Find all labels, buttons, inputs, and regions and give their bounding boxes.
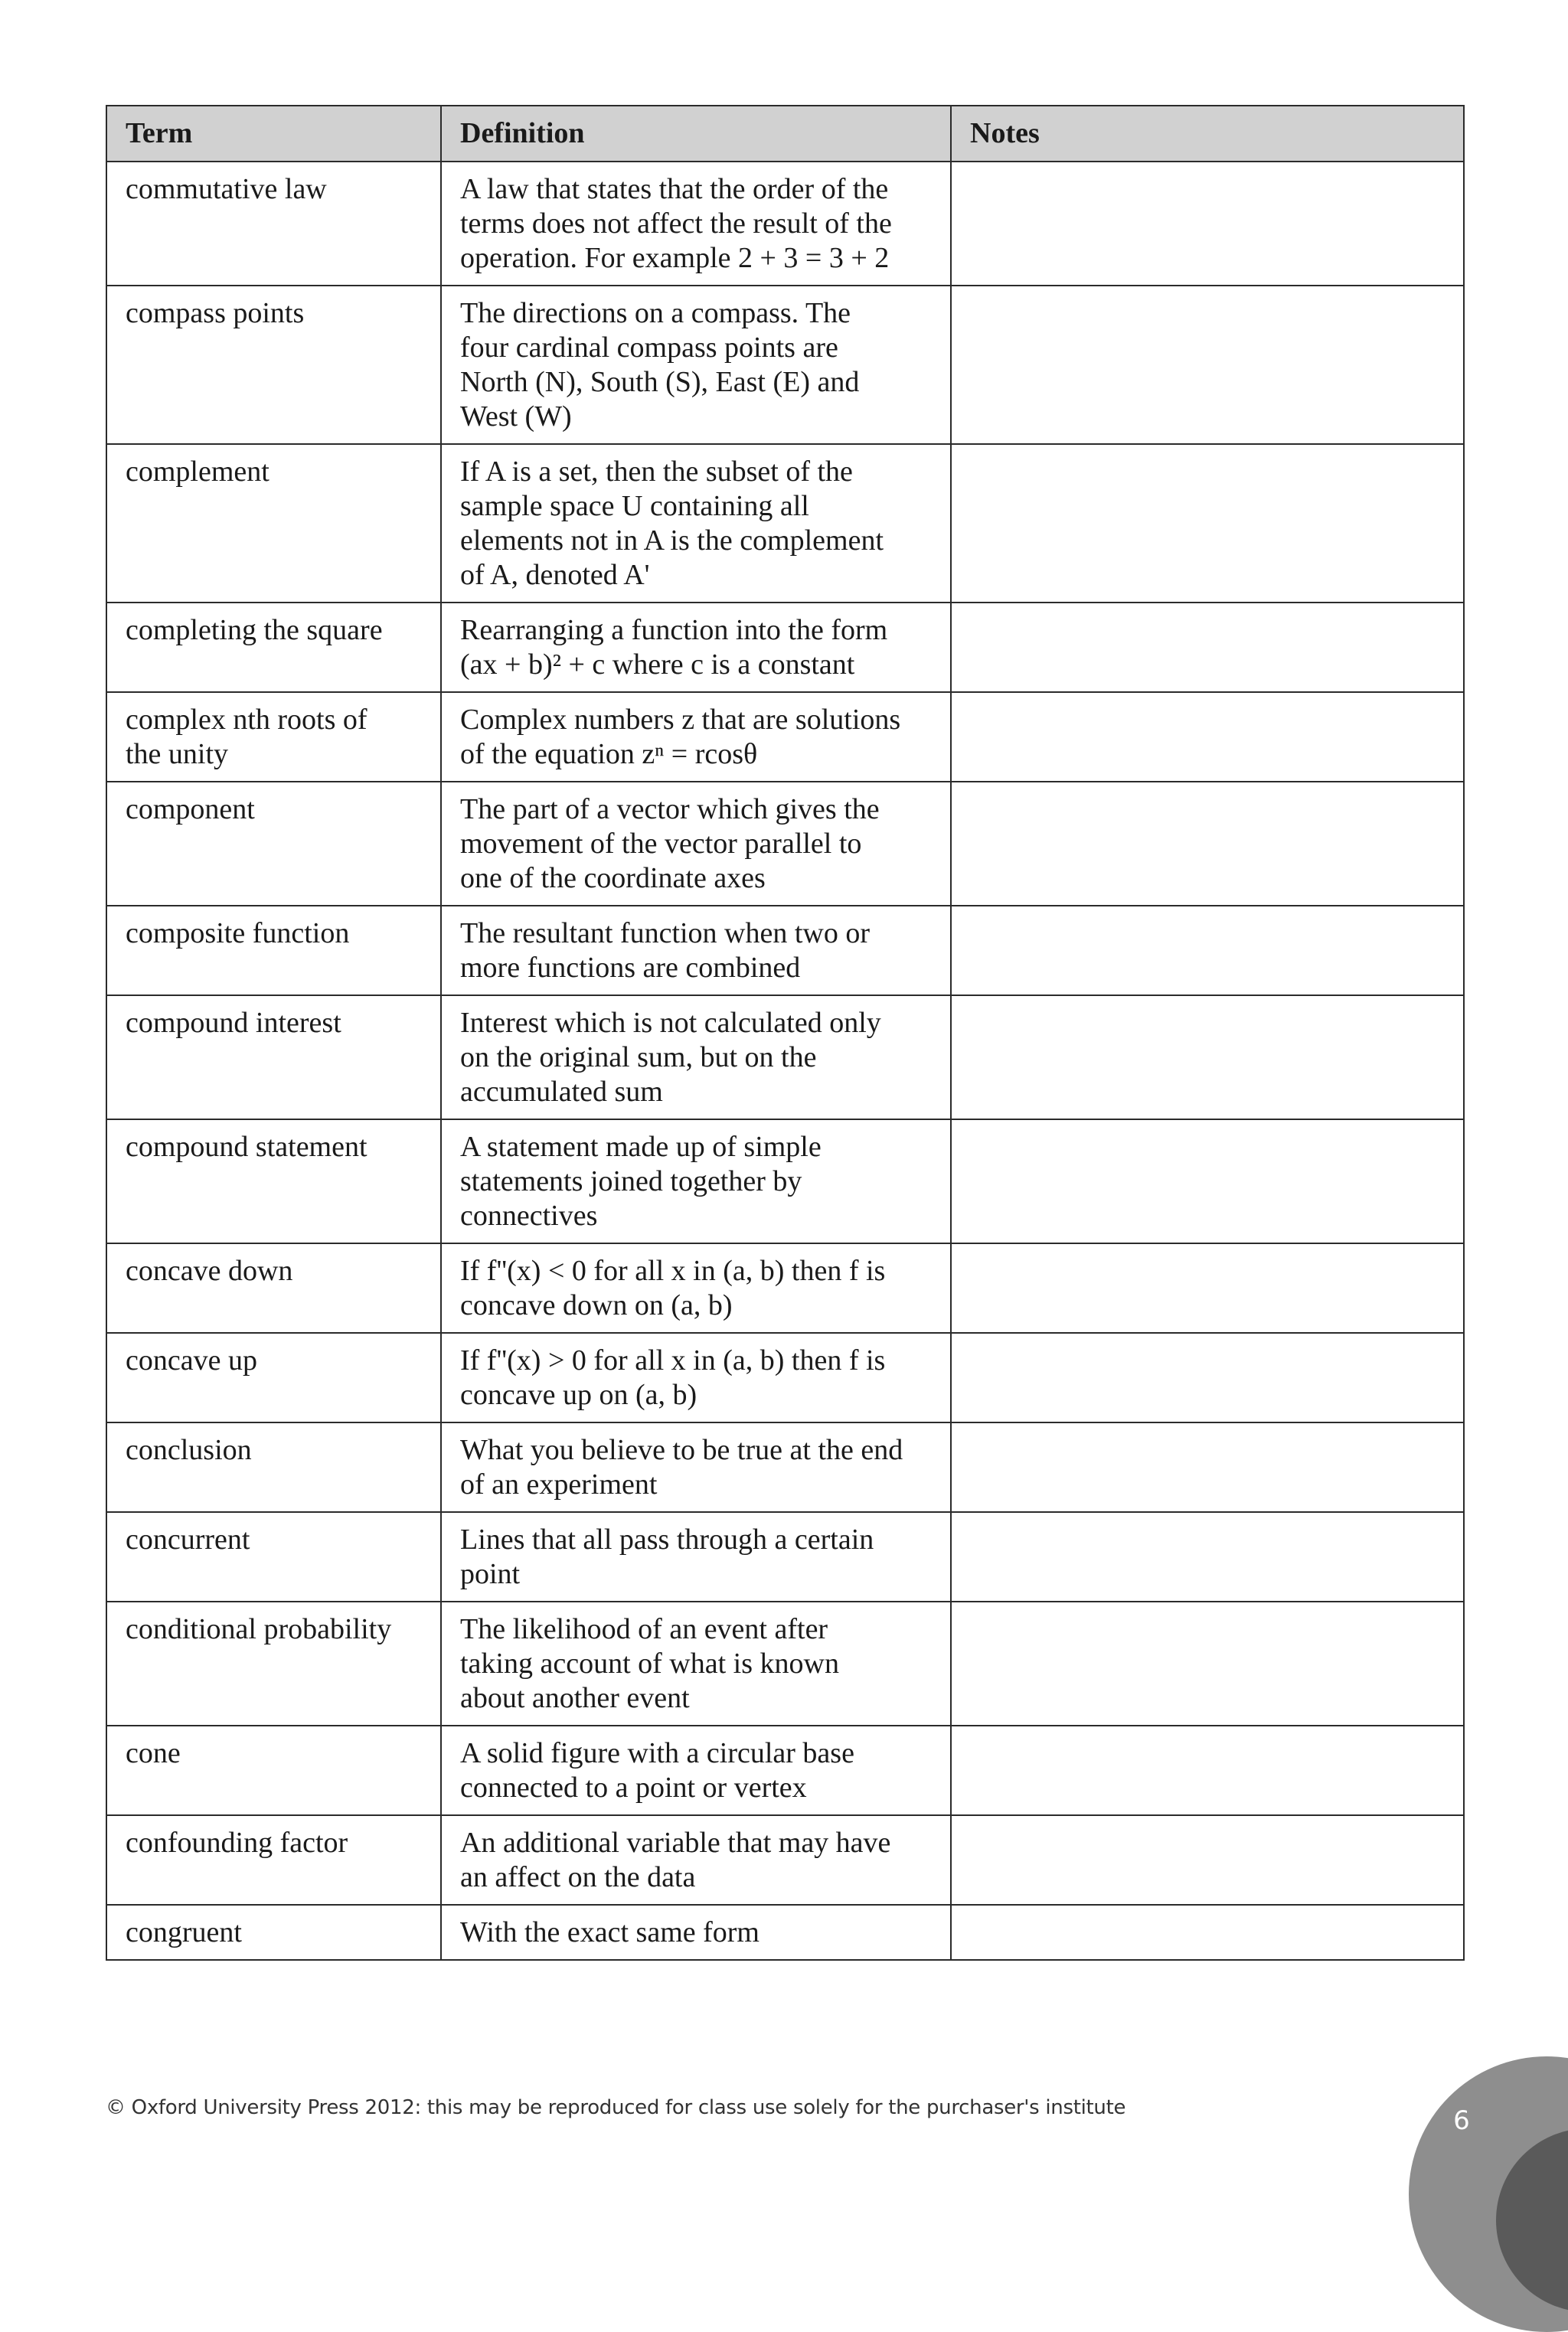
table-row [106,906,1464,995]
header-notes: Notes [951,106,1464,162]
definition-cell: With the exact same form [441,1905,951,1960]
term-cell: concurrent [106,1512,441,1602]
table-row [106,995,1464,1119]
definition-cell: If A is a set, then the subset of the sample space U containing all elements not in A is the complement of A, denoted A' [441,444,951,603]
definition-cell: The directions on a compass. The four cardinal compass points are North (N), South (S), East (E) and West (W) [441,286,951,444]
notes-cell [951,1602,1464,1726]
table-row [106,444,1464,603]
table-row [106,1815,1464,1905]
copyright-notice: © Oxford University Press 2012: this may be reproduced for class use solely for the purchaser's institute [106,2096,1126,2119]
notes-cell [951,603,1464,692]
notes-cell [951,1422,1464,1512]
definition-cell: A solid figure with a circular base connected to a point or vertex [441,1726,951,1815]
definition-cell: A law that states that the order of the terms does not affect the result of the operation. For example 2 + 3 = 3 + 2 [441,162,951,286]
notes-cell [951,1243,1464,1333]
table-row [106,1602,1464,1726]
notes-cell [951,782,1464,906]
term-cell: complex nth roots of the unity [106,692,441,782]
definition-cell: The resultant function when two or more functions are combined [441,906,951,995]
term-cell: complement [106,444,441,603]
definition-cell: A statement made up of simple statements joined together by connectives [441,1119,951,1243]
term-cell: congruent [106,1905,441,1960]
term-cell: compound interest [106,995,441,1119]
notes-cell [951,1815,1464,1905]
table-row [106,692,1464,782]
term-cell: conclusion [106,1422,441,1512]
table-row [106,162,1464,286]
term-cell: concave up [106,1333,441,1422]
term-cell: compound statement [106,1119,441,1243]
table-row [106,1726,1464,1815]
term-cell: confounding factor [106,1815,441,1905]
page-number: 6 [1453,2105,1470,2136]
definition-cell: Rearranging a function into the form (ax + b)² + c where c is a constant [441,603,951,692]
notes-cell [951,1905,1464,1960]
glossary-table [106,105,1465,1961]
definition-cell: Lines that all pass through a certain point [441,1512,951,1602]
table-header-row [106,106,1464,162]
definition-cell: What you believe to be true at the end of an experiment [441,1422,951,1512]
definition-cell: If f''(x) > 0 for all x in (a, b) then f is concave up on (a, b) [441,1333,951,1422]
table-row [106,286,1464,444]
notes-cell [951,1726,1464,1815]
table-row [106,1422,1464,1512]
definition-cell: Complex numbers z that are solutions of the equation zⁿ = rcosθ [441,692,951,782]
notes-cell [951,286,1464,444]
notes-cell [951,1333,1464,1422]
term-cell: conditional probability [106,1602,441,1726]
term-cell: component [106,782,441,906]
definition-cell: The part of a vector which gives the movement of the vector parallel to one of the coordinate axes [441,782,951,906]
header-term: Term [106,106,441,162]
term-cell: concave down [106,1243,441,1333]
definition-cell: If f''(x) < 0 for all x in (a, b) then f is concave down on (a, b) [441,1243,951,1333]
notes-cell [951,906,1464,995]
notes-cell [951,1119,1464,1243]
table-body [106,162,1464,1960]
table-row [106,1243,1464,1333]
notes-cell [951,444,1464,603]
notes-cell [951,995,1464,1119]
term-cell: cone [106,1726,441,1815]
definition-cell: Interest which is not calculated only on the original sum, but on the accumulated sum [441,995,951,1119]
table-row [106,782,1464,906]
term-cell: commutative law [106,162,441,286]
table-row [106,1333,1464,1422]
term-cell: compass points [106,286,441,444]
notes-cell [951,692,1464,782]
definition-cell: The likelihood of an event after taking account of what is known about another event [441,1602,951,1726]
term-cell: composite function [106,906,441,995]
notes-cell [951,162,1464,286]
notes-cell [951,1512,1464,1602]
definition-cell: An additional variable that may have an affect on the data [441,1815,951,1905]
table-row [106,1512,1464,1602]
table-row [106,1905,1464,1960]
header-definition: Definition [441,106,951,162]
term-cell: completing the square [106,603,441,692]
table-row [106,1119,1464,1243]
table-row [106,603,1464,692]
